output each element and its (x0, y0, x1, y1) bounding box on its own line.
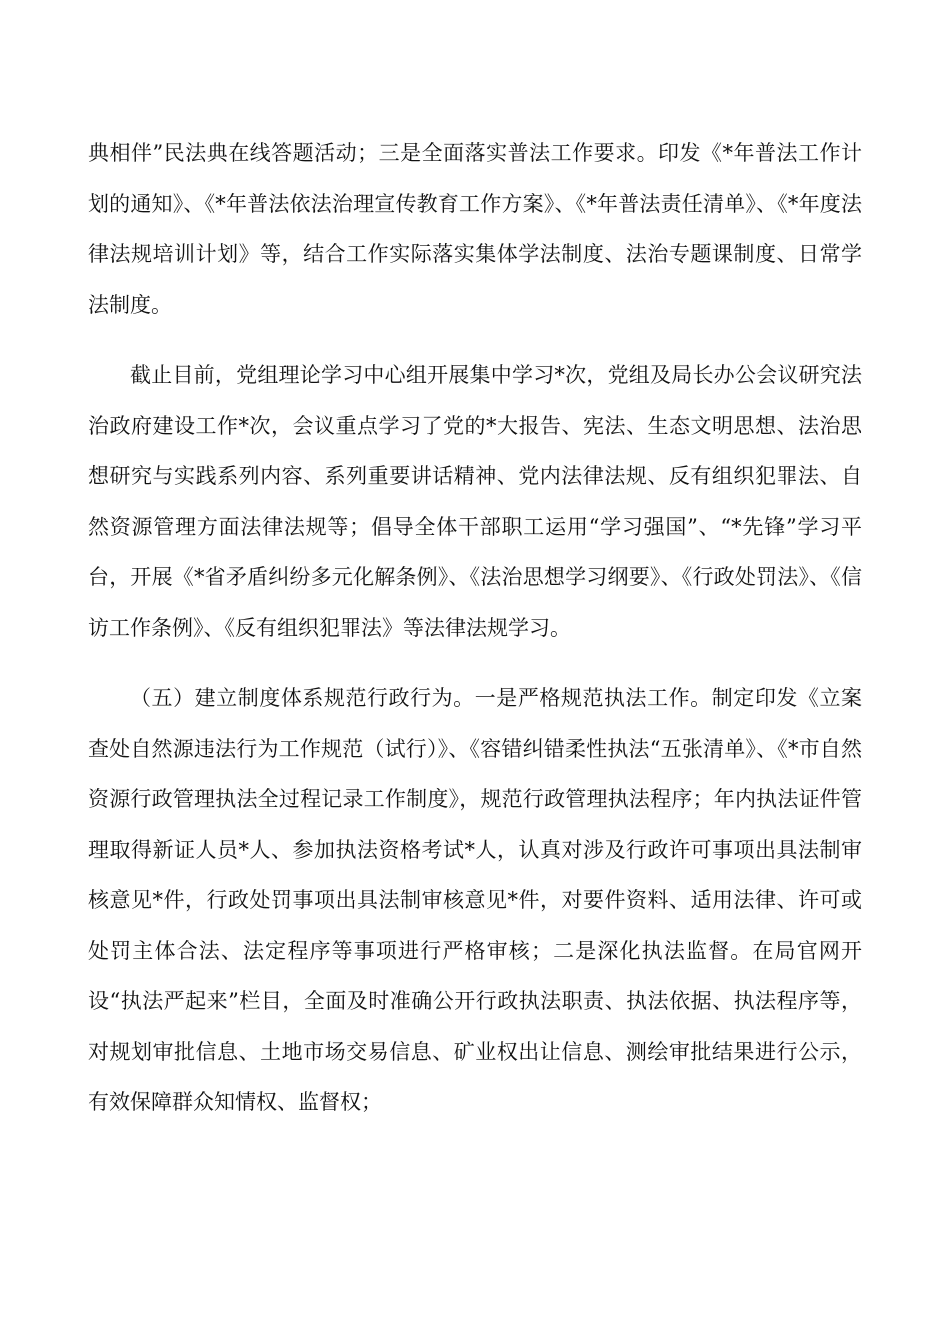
paragraph-continuation: 典相伴”民法典在线答题活动；三是全面落实普法工作要求。印发《*年普法工作计划的通知》、《*年普法依法治理宣传教育工作方案》、《*年普法责任清单》、《*年度法律法规培训计划》等，结合工作实际落实集体学法制度、法治专题课制度、日常学法制度。 (88, 141, 862, 317)
paragraph-section-five: （五）建立制度体系规范行政行为。一是严格规范执法工作。制定印发《立案查处自然源违法行为工作规范（试行）》、《容错纠错柔性执法“五张清单》、《*市自然资源行政管理执法全过程记录工作制度》，规范行政管理执法程序；年内执法证件管理取得新证人员*人、参加执法资格考试*人，认真对涉及行政许可事项出具法制审核意见*件，行政处罚事项出具法制审核意见*件，对要件资料、适用法律、许可或处罚主体合法、法定程序等事项进行严格审核；二是深化执法监督。在局官网开设“执法严起来”栏目，全面及时准确公开行政执法职责、执法依据、执法程序等，对规划审批信息、土地市场交易信息、矿业权出让信息、测绘审批结果进行公示，有效保障群众知情权、监督权； (88, 686, 862, 1114)
document-body (88, 128, 862, 1128)
paragraph-study-summary: 截止目前，党组理论学习中心组开展集中学习*次，党组及局长办公会议研究法治政府建设工作*次，会议重点学习了党的*大报告、宪法、生态文明思想、法治思想研究与实践系列内容、系列重要讲话精神、党内法律法规、反有组织犯罪法、自然资源管理方面法律法规等；倡导全体干部职工运用“学习强国”、“*先锋”学习平台，开展《*省矛盾纠纷多元化解条例》、《法治思想学习纲要》、《行政处罚法》、《信访工作条例》、《反有组织犯罪法》等法律法规学习。 (88, 363, 862, 640)
